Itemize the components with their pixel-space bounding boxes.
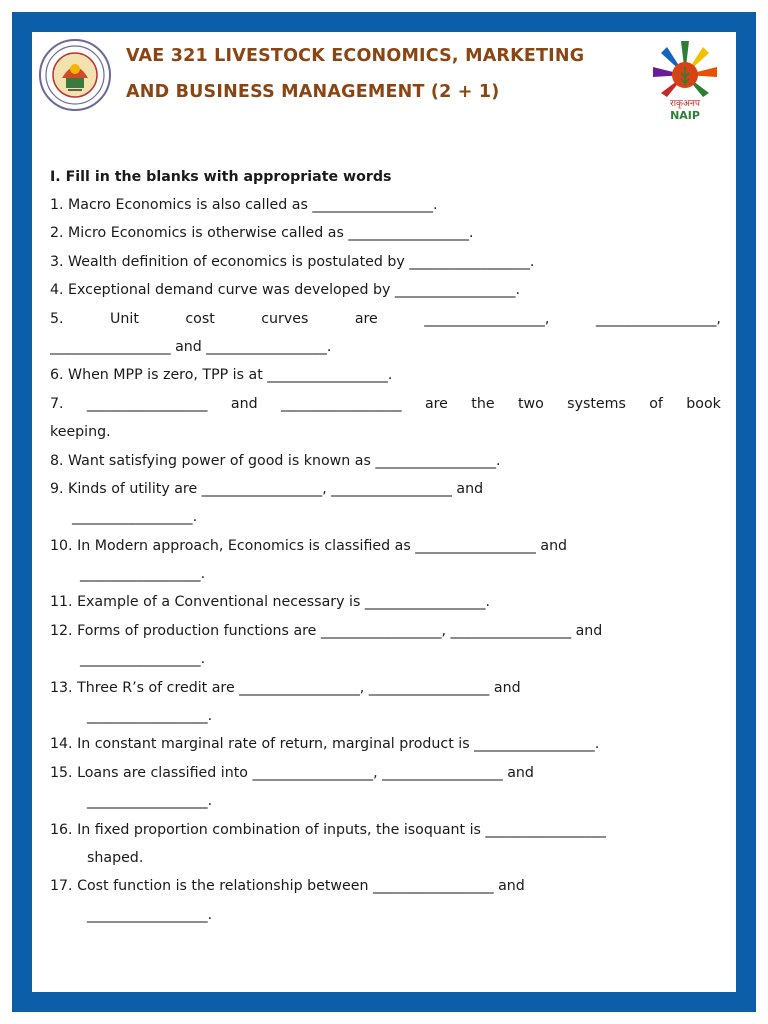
question-4: 4. Exceptional demand curve was developed by _________________. — [50, 282, 520, 299]
question-7-word: the — [471, 395, 495, 412]
question-16: 16. In fixed proportion combination of inputs, the isoquant is _________________ — [50, 821, 607, 838]
question-7-word: 7. — [50, 395, 64, 412]
question-5-word: cost — [185, 310, 215, 327]
question-7-word: of — [649, 395, 663, 412]
question-11: 11. Example of a Conventional necessary is _________________. — [50, 594, 490, 611]
question-10-continued: _________________. — [80, 566, 206, 583]
university-seal-icon — [38, 38, 112, 112]
question-2: 2. Micro Economics is otherwise called as _________________. — [50, 225, 474, 242]
question-7-word: are — [424, 395, 448, 412]
naip-logo-icon — [637, 37, 733, 123]
question-12: 12. Forms of production functions are _________________, _________________ and — [50, 622, 603, 639]
question-7 — [50, 390, 721, 418]
question-7-continued: keeping. — [50, 424, 111, 441]
title-line-2: AND BUSINESS MANAGEMENT (2 + 1) — [126, 82, 500, 102]
page-frame — [12, 12, 756, 1012]
question-17: 17. Cost function is the relationship between _________________ and — [50, 878, 525, 895]
naip-hindi-text: राकृअनप — [670, 99, 700, 109]
question-5-blank: _________________, — [595, 310, 721, 327]
naip-logo-text: NAIP — [670, 109, 700, 122]
question-7-word: systems — [567, 395, 626, 412]
question-14: 14. In constant marginal rate of return, marginal product is _________________. — [50, 736, 600, 753]
title-line-1: VAE 321 LIVESTOCK ECONOMICS, MARKETING — [126, 46, 585, 66]
question-15-continued: _________________. — [87, 793, 213, 810]
question-1: 1. Macro Economics is also called as _________________. — [50, 197, 438, 213]
question-12-continued: _________________. — [80, 651, 206, 668]
question-5 — [50, 305, 721, 333]
question-list — [50, 163, 721, 929]
question-10: 10. In Modern approach, Economics is classified as _________________ and — [50, 537, 568, 554]
question-13-continued: _________________. — [87, 708, 213, 725]
question-7-blank: _________________ — [86, 395, 208, 412]
question-3: 3. Wealth definition of economics is postulated by _________________. — [50, 253, 535, 270]
question-7-word: two — [517, 395, 544, 412]
question-5-word: are — [354, 310, 378, 327]
question-6: 6. When MPP is zero, TPP is at _________________. — [50, 367, 393, 384]
question-9-continued: _________________. — [72, 509, 198, 526]
question-15: 15. Loans are classified into _________________, _________________ and — [50, 764, 534, 781]
question-9: 9. Kinds of utility are _________________, _________________ and — [50, 480, 484, 497]
question-5-word: curves — [261, 310, 309, 327]
question-5-blank: _________________, — [424, 310, 550, 327]
question-7-word: book — [686, 395, 721, 412]
question-17-continued: _________________. — [87, 906, 213, 923]
question-8: 8. Want satisfying power of good is known as _________________. — [50, 452, 501, 469]
question-5-word: 5. — [50, 310, 64, 327]
question-7-blank: _________________ — [280, 395, 402, 412]
document-title — [126, 38, 636, 110]
question-13: 13. Three R’s of credit are _________________, _________________ and — [50, 679, 521, 696]
question-5-continued: _________________ and _________________. — [50, 338, 332, 355]
question-16-continued: shaped. — [87, 849, 144, 866]
section-heading: I. Fill in the blanks with appropriate words — [50, 169, 392, 185]
question-5-word: Unit — [110, 310, 139, 327]
question-7-word: and — [230, 395, 258, 412]
